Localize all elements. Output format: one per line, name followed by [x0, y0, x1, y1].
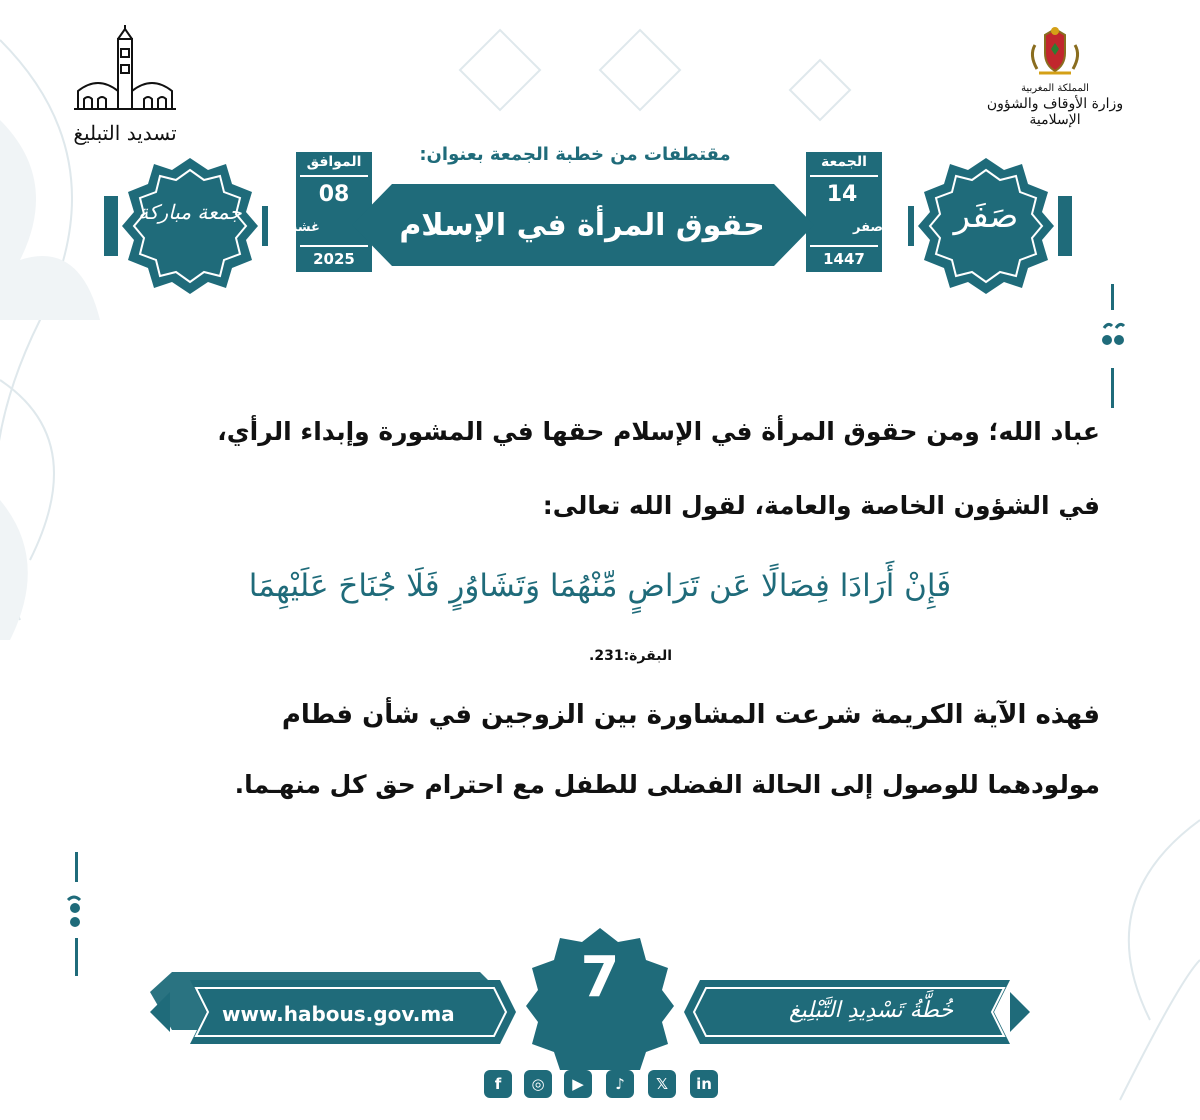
quran-verse: فَإِنْ أَرَادَا فِصَالًا عَن تَرَاضٍ مِّنْهُمَا وَتَشَاوُرٍ فَلَا جُنَاحَ عَلَيْهِمَا: [248, 568, 952, 604]
paragraph-2-line-2: مولودهما للوصول إلى الحالة الفضلى للطفل مع احترام حق كل منهـما.: [234, 770, 1100, 799]
facebook-icon[interactable]: f: [484, 1070, 512, 1098]
hijri-year: 1447: [823, 250, 865, 268]
website-link[interactable]: www.habous.gov.ma: [222, 1002, 455, 1026]
paragraph-1-line-1: عباد الله؛ ومن حقوق المرأة في الإسلام حقها في المشورة وإبداء الرأي،: [217, 417, 1100, 446]
gregorian-month: غشت: [284, 220, 320, 235]
gregorian-day: 08: [318, 182, 350, 207]
gregorian-year: 2025: [313, 250, 355, 268]
linkedin-icon[interactable]: in: [690, 1070, 718, 1098]
sermon-title: حقوق المرأة في الإسلام: [399, 207, 765, 243]
verse-reference: البقرة:231.: [589, 648, 672, 664]
x-icon[interactable]: 𝕏: [648, 1070, 676, 1098]
opening-quote-icon: [1098, 284, 1128, 408]
paragraph-2-line-1: فهذه الآية الكريمة شرعت المشاورة بين الزوجين في شأن فطام: [281, 700, 1100, 730]
paragraph-1-line-2: في الشؤون الخاصة والعامة، لقول الله تعالى:: [542, 491, 1100, 520]
instagram-icon[interactable]: ◎: [524, 1070, 552, 1098]
hijri-day: 14: [826, 182, 858, 207]
hijri-label: الجمعة: [821, 154, 867, 170]
tiktok-icon[interactable]: ♪: [606, 1070, 634, 1098]
month-calligraphy: صَفَر: [953, 196, 1019, 236]
plan-label: خُطَّةُ تَسْدِيدِ التَّبْلِيغ: [788, 998, 954, 1023]
ministry-label: وزارة الأوقاف والشؤون الإسلامية: [986, 96, 1124, 128]
youtube-icon[interactable]: ▶: [564, 1070, 592, 1098]
hijri-month: صفر: [852, 220, 883, 235]
gregorian-label: الموافق: [306, 154, 362, 170]
page-number: 7: [580, 945, 620, 1010]
kingdom-label: المملكة المغربية: [1021, 83, 1089, 94]
header-banner: [0, 0, 1200, 320]
sermon-subtitle: مقتطفات من خطبة الجمعة بعنوان:: [419, 144, 731, 165]
friday-calligraphy: جمعة مباركة: [138, 200, 242, 224]
left-logo-caption: تسديد التبليغ: [73, 121, 177, 145]
